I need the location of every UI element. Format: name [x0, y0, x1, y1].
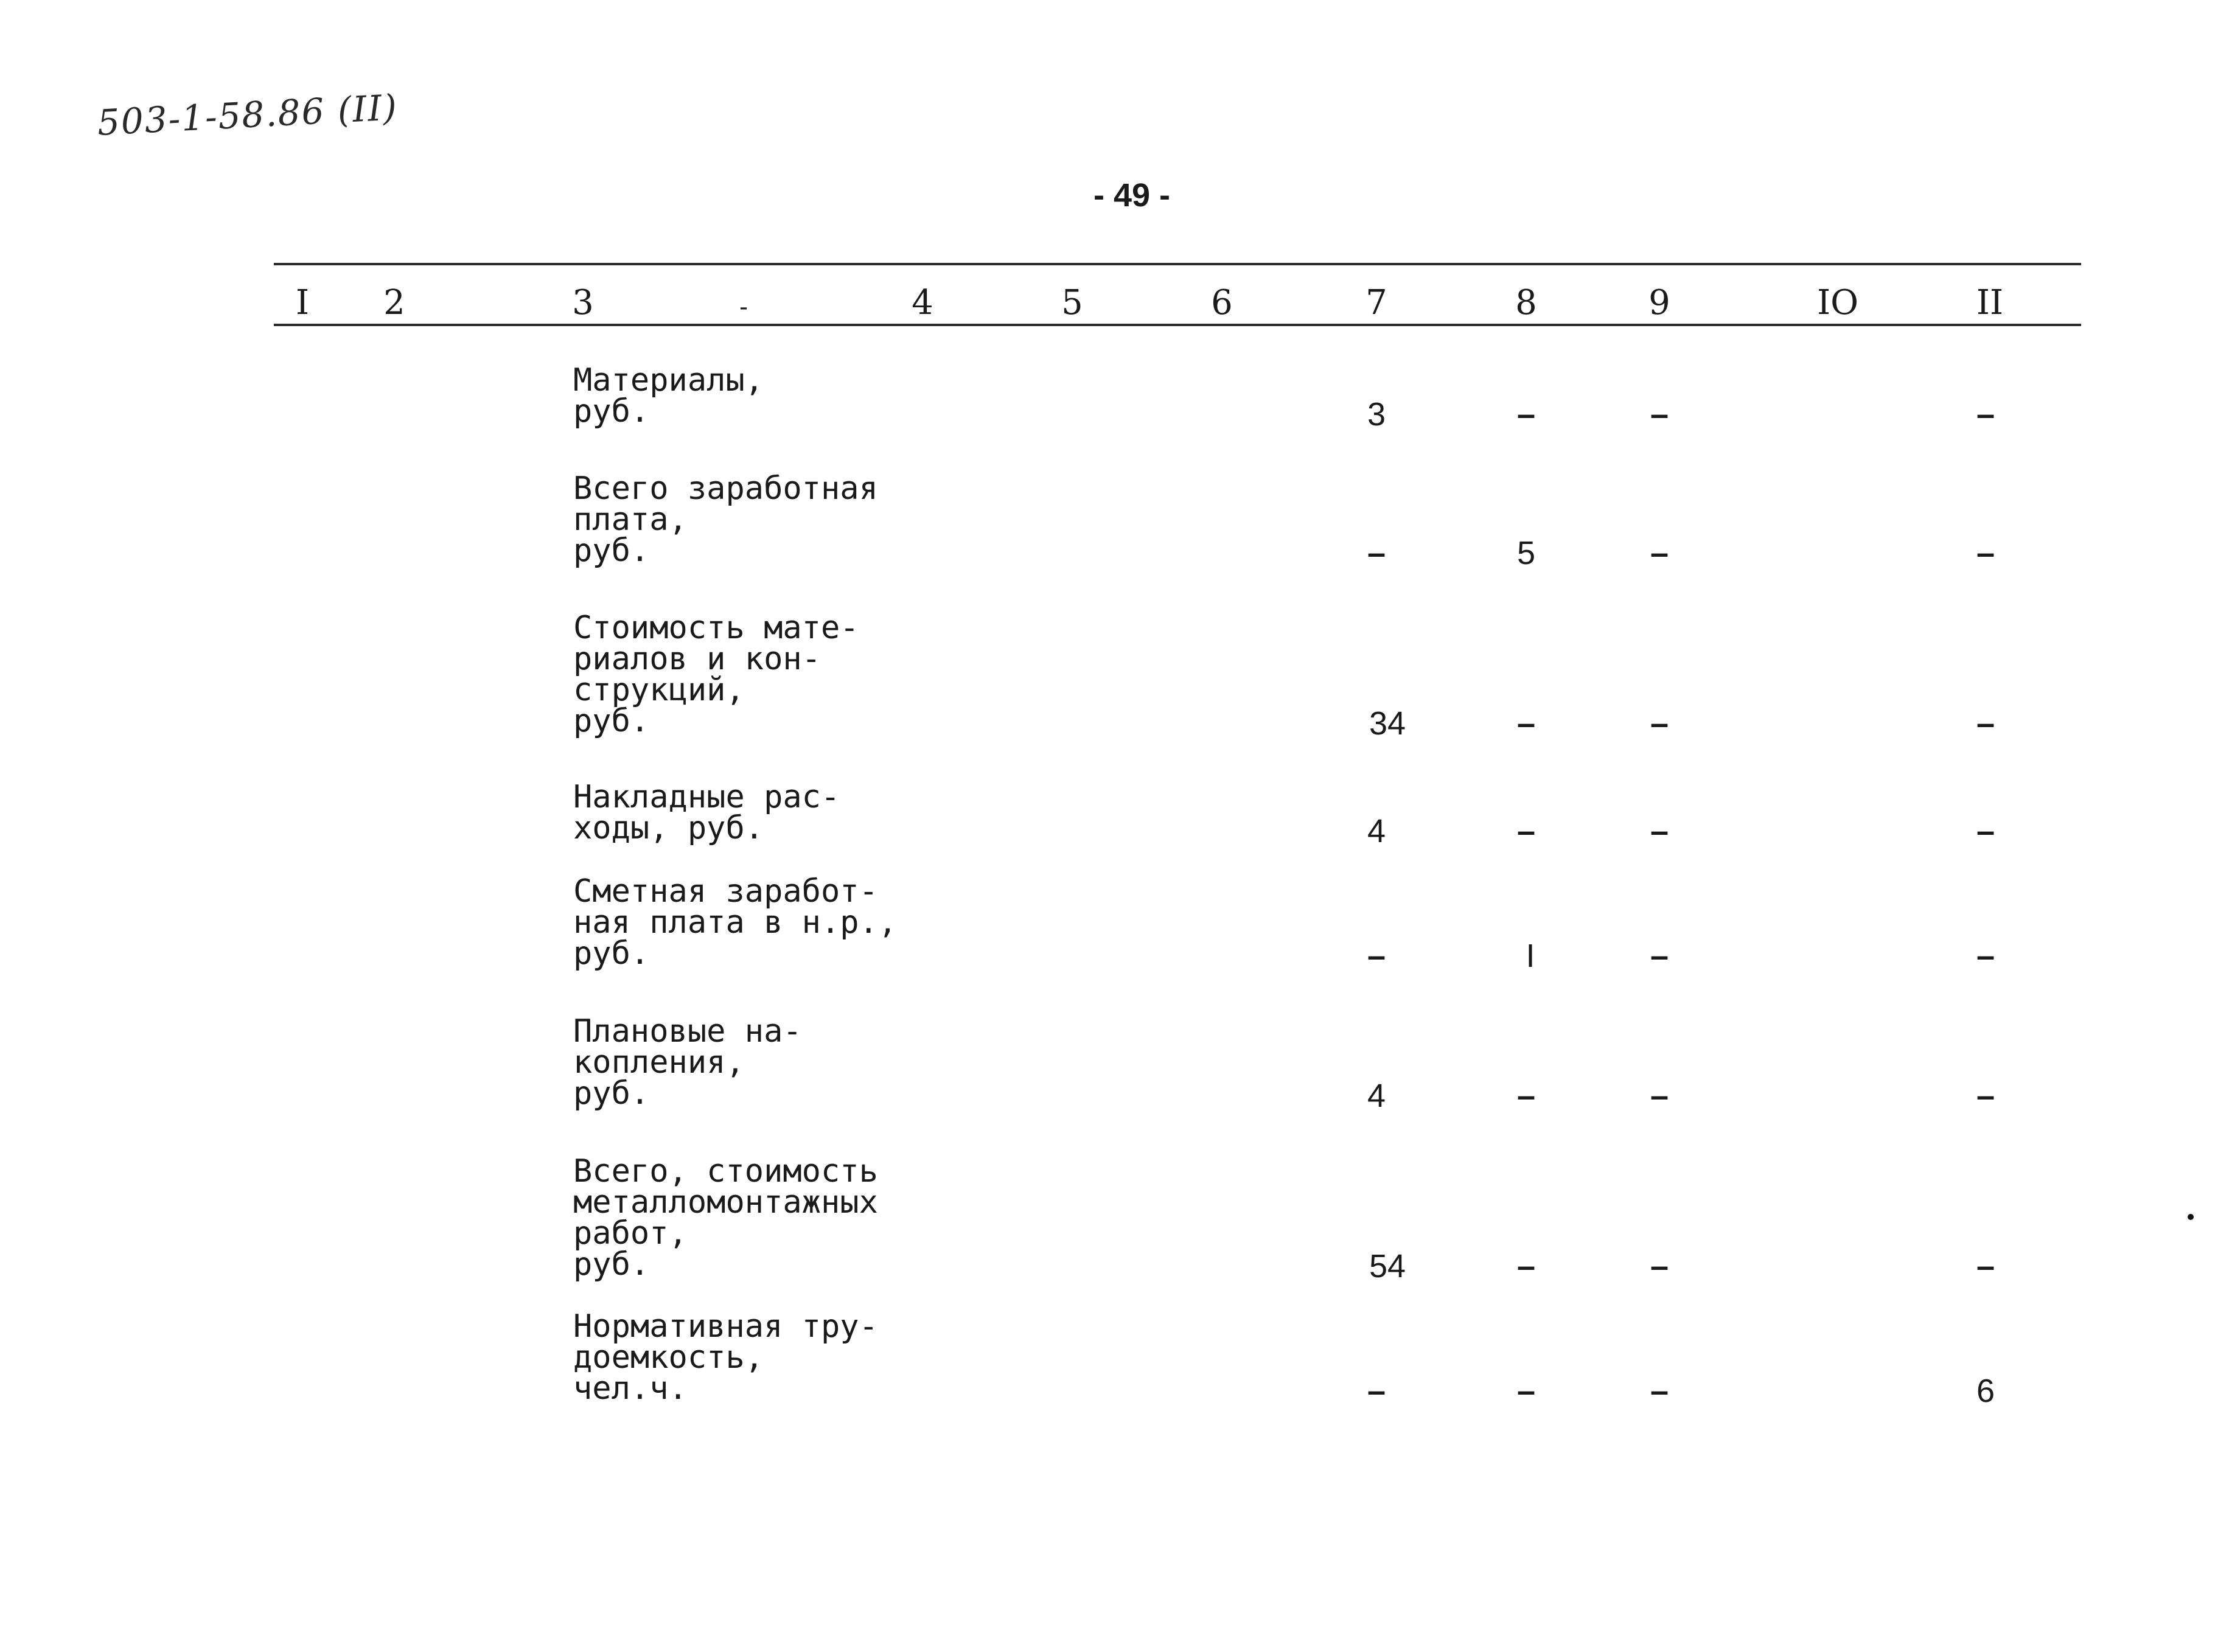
column-number-2: 2	[383, 283, 405, 322]
cell-col-11: –	[1976, 938, 1995, 974]
cell-col-9: –	[1650, 1373, 1669, 1409]
row-label: Всего заработная плата, руб.	[573, 470, 878, 569]
cell-col-8: 5	[1516, 535, 1536, 571]
cell-col-9: –	[1650, 535, 1669, 571]
row-label: Всего, стоимость металломонтажных работ, руб.	[573, 1153, 878, 1283]
column-number-6: 6	[1211, 283, 1233, 322]
cell-col-7: –	[1367, 938, 1386, 974]
cell-col-7: 34	[1369, 705, 1406, 742]
cell-col-11: –	[1976, 535, 1995, 571]
cell-col-11: –	[1976, 813, 1995, 849]
cell-col-8: –	[1516, 813, 1536, 849]
column-number-5: 5	[1061, 283, 1083, 322]
cell-col-7: –	[1367, 1373, 1386, 1409]
cell-col-11: –	[1976, 396, 1995, 433]
cell-col-9: –	[1650, 396, 1669, 433]
column-number-11: II	[1976, 283, 2004, 322]
cell-col-8: –	[1516, 396, 1536, 433]
column-number-10: IO	[1816, 283, 1859, 322]
cell-col-8: –	[1516, 1373, 1536, 1409]
cell-col-7: –	[1367, 535, 1386, 571]
cell-col-7: 4	[1367, 1078, 1386, 1114]
row-label: Стоимость мате- риалов и кон- струкций, руб.	[573, 610, 859, 739]
table-header-rule	[274, 324, 2081, 326]
cell-col-9: –	[1650, 1078, 1669, 1114]
cell-col-9: –	[1650, 938, 1669, 974]
page-number: - 49 -	[1093, 177, 1171, 214]
row-label: Нормативная тру- доемкость, чел.ч.	[573, 1308, 878, 1407]
header-mark: -	[736, 293, 752, 321]
row-label: Материалы, руб.	[573, 362, 764, 430]
row-label: Сметная заработ- ная плата в н.р., руб.	[573, 873, 898, 972]
cell-col-8: –	[1516, 1078, 1536, 1114]
cell-col-8: –	[1516, 1248, 1536, 1284]
cell-col-7: 4	[1367, 813, 1386, 849]
column-number-1: I	[295, 283, 310, 322]
cell-col-11: 6	[1976, 1373, 1995, 1409]
row-label: Накладные рас- ходы, руб.	[573, 779, 840, 846]
column-number-7: 7	[1366, 283, 1387, 322]
cell-col-7: 3	[1367, 396, 1386, 433]
column-number-3: 3	[572, 283, 594, 322]
column-number-8: 8	[1515, 283, 1537, 322]
cell-col-9: –	[1650, 813, 1669, 849]
cell-col-9: –	[1650, 1248, 1669, 1284]
cell-col-11: –	[1976, 1078, 1995, 1114]
cell-col-8: I	[1526, 938, 1535, 974]
cell-col-7: 54	[1369, 1248, 1406, 1284]
cell-col-11: –	[1976, 705, 1995, 742]
cell-col-8: –	[1516, 705, 1536, 742]
cell-col-9: –	[1650, 705, 1669, 742]
column-number-9: 9	[1648, 283, 1670, 322]
column-number-4: 4	[912, 283, 933, 322]
row-label: Плановые на- копления, руб.	[573, 1013, 802, 1112]
scan-speck	[2188, 1214, 2194, 1220]
cell-col-11: –	[1976, 1248, 1995, 1284]
handwritten-document-code: 503-1-58.86 (II)	[96, 86, 399, 144]
table-top-rule	[274, 263, 2081, 265]
